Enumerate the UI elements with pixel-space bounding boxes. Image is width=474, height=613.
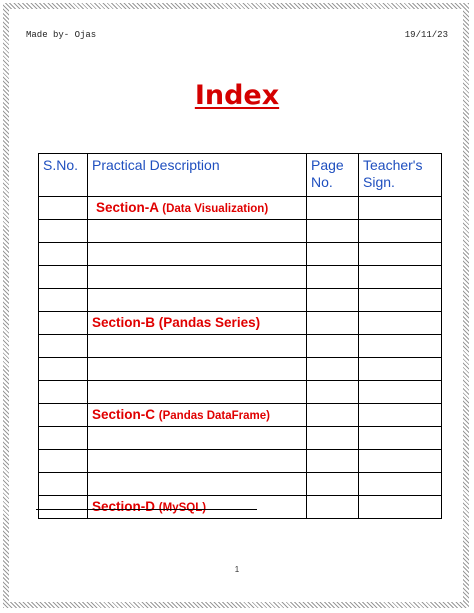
cell-sno bbox=[39, 404, 88, 427]
cell-sign bbox=[359, 358, 442, 381]
cell-sno bbox=[39, 450, 88, 473]
cell-sign bbox=[359, 404, 442, 427]
cell-sign bbox=[359, 335, 442, 358]
cell-sign bbox=[359, 312, 442, 335]
cell-description bbox=[88, 450, 307, 473]
cell-sign bbox=[359, 427, 442, 450]
cell-sno bbox=[39, 496, 88, 519]
table-row bbox=[39, 381, 442, 404]
cell-page bbox=[307, 381, 359, 404]
section-d-sub: (MySQL) bbox=[158, 502, 207, 514]
cell-sign bbox=[359, 289, 442, 312]
cell-page bbox=[307, 496, 359, 519]
cell-page bbox=[307, 266, 359, 289]
date-label: 19/11/23 bbox=[404, 30, 448, 40]
header-page-no: Page No. bbox=[307, 154, 359, 197]
cell-description bbox=[88, 427, 307, 450]
cell-sno bbox=[39, 289, 88, 312]
section-c-sub: (Pandas DataFrame) bbox=[158, 410, 270, 422]
section-a-label bbox=[96, 200, 268, 215]
cell-page bbox=[307, 312, 359, 335]
cell-sign bbox=[359, 450, 442, 473]
cell-description bbox=[88, 289, 307, 312]
index-table bbox=[38, 153, 442, 519]
table-row bbox=[39, 496, 442, 519]
cell-sno bbox=[39, 312, 88, 335]
section-c-main: Section-C bbox=[92, 407, 156, 422]
cell-sign bbox=[359, 197, 442, 220]
section-b-sub: (Pandas Series) bbox=[158, 315, 261, 330]
cell-description bbox=[88, 381, 307, 404]
cell-sign bbox=[359, 220, 442, 243]
section-d-label bbox=[92, 499, 206, 514]
table-row bbox=[39, 266, 442, 289]
page-number: 1 bbox=[234, 565, 240, 574]
cell-description bbox=[88, 243, 307, 266]
table-row bbox=[39, 220, 442, 243]
section-c-cell bbox=[88, 404, 307, 427]
cell-sno bbox=[39, 381, 88, 404]
cell-sign bbox=[359, 381, 442, 404]
cell-sno bbox=[39, 266, 88, 289]
divider-line bbox=[36, 509, 257, 510]
header-sno: S.No. bbox=[39, 154, 88, 197]
section-a-main: Section-A bbox=[96, 200, 159, 215]
made-by-label: Made by- Ojas bbox=[26, 30, 97, 40]
cell-page bbox=[307, 243, 359, 266]
section-b-main: Section-B bbox=[92, 315, 156, 330]
section-b-cell bbox=[88, 312, 307, 335]
table-row bbox=[39, 289, 442, 312]
table-row bbox=[39, 358, 442, 381]
table-row bbox=[39, 243, 442, 266]
cell-description bbox=[88, 220, 307, 243]
cell-sno bbox=[39, 243, 88, 266]
cell-sno bbox=[39, 220, 88, 243]
cell-page bbox=[307, 358, 359, 381]
section-a-cell bbox=[88, 197, 307, 220]
cell-description bbox=[88, 335, 307, 358]
page-title: Index bbox=[194, 80, 280, 111]
cell-sno bbox=[39, 335, 88, 358]
cell-page bbox=[307, 220, 359, 243]
table-row bbox=[39, 312, 442, 335]
header-description: Practical Description bbox=[88, 154, 307, 197]
cell-sign bbox=[359, 473, 442, 496]
cell-page bbox=[307, 197, 359, 220]
header-teacher-sign: Teacher's Sign. bbox=[359, 154, 442, 197]
cell-page bbox=[307, 335, 359, 358]
cell-page bbox=[307, 404, 359, 427]
cell-sign bbox=[359, 266, 442, 289]
table-row bbox=[39, 427, 442, 450]
cell-sno bbox=[39, 473, 88, 496]
section-c-label bbox=[92, 407, 270, 422]
table-row bbox=[39, 197, 442, 220]
table-row bbox=[39, 404, 442, 427]
cell-page bbox=[307, 473, 359, 496]
cell-sno bbox=[39, 427, 88, 450]
section-d-main: Section-D bbox=[92, 499, 156, 514]
cell-description bbox=[88, 266, 307, 289]
table-row bbox=[39, 450, 442, 473]
cell-sno bbox=[39, 197, 88, 220]
cell-sno bbox=[39, 358, 88, 381]
cell-description bbox=[88, 358, 307, 381]
table-row bbox=[39, 335, 442, 358]
cell-page bbox=[307, 427, 359, 450]
section-b-label bbox=[92, 315, 260, 330]
section-a-sub: (Data Visualization) bbox=[162, 203, 269, 215]
table-row bbox=[39, 473, 442, 496]
cell-page bbox=[307, 289, 359, 312]
cell-sign bbox=[359, 243, 442, 266]
table-header-row bbox=[39, 154, 442, 197]
cell-sign bbox=[359, 496, 442, 519]
cell-description bbox=[88, 473, 307, 496]
cell-page bbox=[307, 450, 359, 473]
section-d-cell bbox=[88, 496, 307, 519]
